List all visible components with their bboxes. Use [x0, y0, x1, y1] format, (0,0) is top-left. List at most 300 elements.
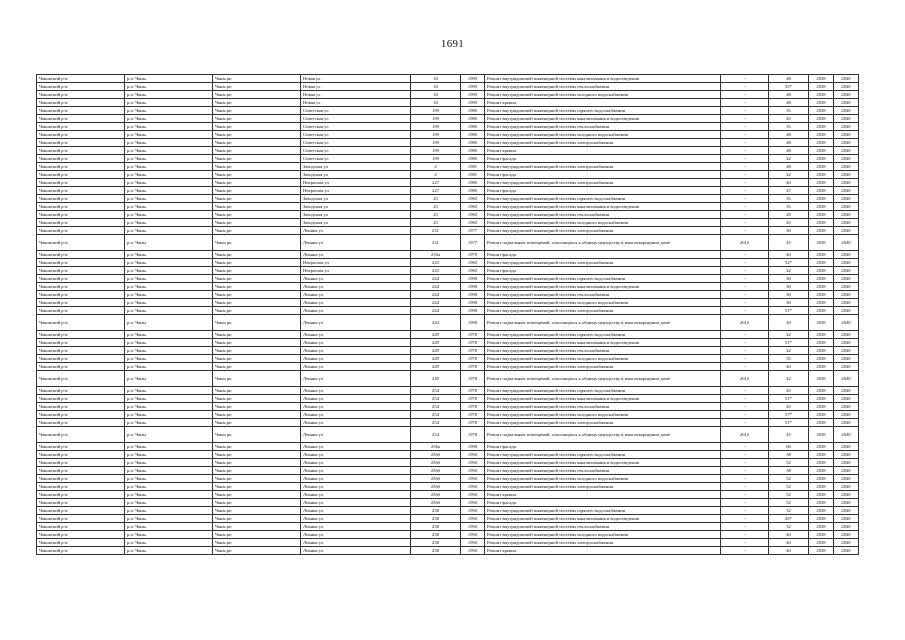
cell-build-year: 1992 [461, 491, 485, 499]
cell-build-year: 1978 [461, 331, 485, 339]
cell-last-repair-year: - [721, 195, 769, 203]
cell-build-year: 1992 [461, 459, 485, 467]
cell-district: Чановский р-н [37, 187, 125, 195]
table-row [37, 131, 859, 139]
cell-settlement: р.п. Чаны [125, 275, 213, 283]
cell-build-year: 1985 [461, 147, 485, 155]
cell-district: Чановский р-н [37, 211, 125, 219]
cell-street: Ленина ул [301, 387, 411, 395]
cell-settlement: р.п. Чаны [125, 203, 213, 211]
cell-street: Ленина ул [301, 347, 411, 355]
cell-house-number: 18 [411, 99, 461, 107]
cell-district: Чановский р-н [37, 539, 125, 547]
cell-last-repair-year: - [721, 483, 769, 491]
cell-last-repair-year: - [721, 283, 769, 291]
cell-locality: Чаны рп [213, 267, 301, 275]
cell-work-type: Ремонт внутридомовой инженерной системы электроснабжения [485, 539, 721, 547]
table-row [37, 155, 859, 163]
cell-street: Ленина ул [301, 227, 411, 235]
cell-wear-percent: 40 [769, 251, 809, 259]
table-row [37, 475, 859, 483]
cell-period-start: 2038 [809, 371, 834, 387]
cell-house-number: 231 [411, 227, 461, 235]
cell-build-year: 1992 [461, 539, 485, 547]
cell-street: Ленина ул [301, 331, 411, 339]
cell-settlement: р.п. Чаны [125, 539, 213, 547]
cell-period-start: 2038 [809, 131, 834, 139]
cell-street: Ленина ул [301, 403, 411, 411]
cell-build-year: 1982 [461, 195, 485, 203]
cell-settlement: р.п. Чаны [125, 443, 213, 451]
cell-locality: Чаны рп [213, 179, 301, 187]
cell-district: Чановский р-н [37, 155, 125, 163]
table-row [37, 107, 859, 115]
cell-build-year: 1977 [461, 227, 485, 235]
cell-wear-percent: 52 [769, 459, 809, 467]
cell-locality: Чаны рп [213, 499, 301, 507]
cell-last-repair-year: 2012 [721, 235, 769, 251]
cell-house-number: 258 [411, 515, 461, 523]
cell-period-start: 2038 [809, 251, 834, 259]
cell-settlement: р.п. Чаны [125, 547, 213, 555]
table-row [37, 195, 859, 203]
cell-street: Ленина ул [301, 499, 411, 507]
capital-repair-table [36, 74, 859, 555]
cell-street: Ленина ул [301, 483, 411, 491]
cell-period-start: 2038 [809, 259, 834, 267]
table-row [37, 275, 859, 283]
cell-period-start: 2038 [809, 459, 834, 467]
cell-period-start: 2038 [809, 235, 834, 251]
cell-period-end: 2040 [834, 251, 859, 259]
cell-last-repair-year: - [721, 451, 769, 459]
cell-house-number: 199 [411, 147, 461, 155]
table-row [37, 491, 859, 499]
cell-last-repair-year: - [721, 275, 769, 283]
cell-street: Некрасова ул [301, 187, 411, 195]
cell-locality: Чаны рп [213, 131, 301, 139]
cell-period-start: 2038 [809, 451, 834, 459]
cell-period-start: 2038 [809, 115, 834, 123]
cell-build-year: 1978 [461, 347, 485, 355]
cell-street: Ленина ул [301, 443, 411, 451]
cell-house-number: 254 [411, 387, 461, 395]
cell-street: Ленина ул [301, 339, 411, 347]
cell-period-end: 2040 [834, 515, 859, 523]
cell-wear-percent: 45 [769, 115, 809, 123]
cell-street: Ленина ул [301, 515, 411, 523]
cell-locality: Чаны рп [213, 483, 301, 491]
cell-work-type: Ремонт крыши [485, 99, 721, 107]
cell-period-start: 2038 [809, 363, 834, 371]
cell-settlement: р.п. Чаны [125, 211, 213, 219]
cell-build-year: 1982 [461, 267, 485, 275]
cell-period-end: 2040 [834, 395, 859, 403]
cell-street: Ленина ул [301, 395, 411, 403]
cell-house-number: 199 [411, 139, 461, 147]
cell-period-end: 2040 [834, 339, 859, 347]
cell-wear-percent: 35 [769, 123, 809, 131]
cell-settlement: р.п. Чаны [125, 467, 213, 475]
cell-wear-percent: 51* [769, 339, 809, 347]
cell-build-year: 1995 [461, 99, 485, 107]
cell-district: Чановский р-н [37, 163, 125, 171]
cell-street: Советская ул [301, 147, 411, 155]
cell-build-year: 1978 [461, 339, 485, 347]
cell-house-number: 199 [411, 107, 461, 115]
cell-locality: Чаны рп [213, 411, 301, 419]
table-row [37, 483, 859, 491]
cell-work-type: Ремонт внутридомовой инженерной системы теплоснабжения [485, 523, 721, 531]
cell-street: Заводская ул [301, 171, 411, 179]
cell-house-number: 256б [411, 475, 461, 483]
table-row [37, 387, 859, 395]
cell-district: Чановский р-н [37, 491, 125, 499]
cell-locality: Чаны рп [213, 139, 301, 147]
cell-house-number: 249 [411, 331, 461, 339]
cell-locality: Чаны рп [213, 443, 301, 451]
cell-street: Ленина ул [301, 363, 411, 371]
cell-period-end: 2040 [834, 91, 859, 99]
cell-house-number: 249 [411, 371, 461, 387]
cell-build-year: 1985 [461, 107, 485, 115]
cell-build-year: 1982 [461, 219, 485, 227]
cell-period-end: 2040 [834, 499, 859, 507]
cell-period-start: 2038 [809, 307, 834, 315]
cell-wear-percent: 45 [769, 219, 809, 227]
cell-work-type: Ремонт внутридомовой инженерной системы электроснабжения [485, 139, 721, 147]
cell-build-year: 1992 [461, 507, 485, 515]
cell-locality: Чаны рп [213, 451, 301, 459]
cell-period-end: 2040 [834, 331, 859, 339]
cell-district: Чановский р-н [37, 331, 125, 339]
cell-district: Чановский р-н [37, 299, 125, 307]
cell-period-end: 2040 [834, 259, 859, 267]
cell-settlement: р.п. Чаны [125, 411, 213, 419]
cell-build-year: 1985 [461, 187, 485, 195]
cell-settlement: р.п. Чаны [125, 491, 213, 499]
cell-period-end: 2040 [834, 107, 859, 115]
cell-last-repair-year: - [721, 131, 769, 139]
cell-street: Заводская ул [301, 163, 411, 171]
cell-period-end: 2040 [834, 443, 859, 451]
cell-locality: Чаны рп [213, 547, 301, 555]
cell-district: Чановский р-н [37, 547, 125, 555]
cell-district: Чановский р-н [37, 483, 125, 491]
cell-work-type: Ремонт внутридомовой инженерной системы теплоснабжения [485, 347, 721, 355]
cell-settlement: р.п. Чаны [125, 427, 213, 443]
cell-build-year: 1992 [461, 467, 485, 475]
table-row [37, 259, 859, 267]
cell-street: Ленина ул [301, 547, 411, 555]
cell-locality: Чаны рп [213, 523, 301, 531]
cell-settlement: р.п. Чаны [125, 483, 213, 491]
cell-wear-percent: 30 [769, 299, 809, 307]
cell-street: Советская ул [301, 155, 411, 163]
cell-street: Ленина ул [301, 355, 411, 363]
cell-locality: Чаны рп [213, 491, 301, 499]
cell-period-end: 2040 [834, 211, 859, 219]
table-row [37, 395, 859, 403]
cell-period-start: 2038 [809, 331, 834, 339]
cell-last-repair-year: - [721, 211, 769, 219]
cell-locality: Чаны рп [213, 363, 301, 371]
cell-district: Чановский р-н [37, 387, 125, 395]
cell-build-year: 1979 [461, 251, 485, 259]
table-row [37, 515, 859, 523]
cell-work-type: Ремонт внутридомовой инженерной системы горячего водоснабжения [485, 195, 721, 203]
cell-work-type: Ремонт внутридомовой инженерной системы холодного водоснабжения [485, 299, 721, 307]
table-row [37, 523, 859, 531]
cell-wear-percent: 32 [769, 523, 809, 531]
cell-period-start: 2038 [809, 179, 834, 187]
cell-build-year: 1981 [461, 163, 485, 171]
cell-work-type: Ремонт фасада [485, 267, 721, 275]
table-row [37, 451, 859, 459]
table-row [37, 299, 859, 307]
table-row [37, 147, 859, 155]
cell-last-repair-year: - [721, 459, 769, 467]
cell-district: Чановский р-н [37, 475, 125, 483]
cell-period-end: 2040 [834, 83, 859, 91]
cell-wear-percent: 40 [769, 547, 809, 555]
cell-settlement: р.п. Чаны [125, 499, 213, 507]
table-row [37, 411, 859, 419]
cell-period-end: 2040 [834, 459, 859, 467]
cell-settlement: р.п. Чаны [125, 531, 213, 539]
cell-build-year: 1992 [461, 475, 485, 483]
cell-period-end: 2040 [834, 147, 859, 155]
cell-period-end: 2040 [834, 171, 859, 179]
cell-last-repair-year: - [721, 155, 769, 163]
cell-district: Чановский р-н [37, 355, 125, 363]
cell-street: Ленина ул [301, 475, 411, 483]
cell-build-year: 1985 [461, 155, 485, 163]
cell-wear-percent: 38 [769, 451, 809, 459]
cell-build-year: 1978 [461, 403, 485, 411]
cell-district: Чановский р-н [37, 275, 125, 283]
cell-last-repair-year: - [721, 75, 769, 83]
cell-wear-percent: 52 [769, 491, 809, 499]
cell-wear-percent: 38 [769, 467, 809, 475]
cell-house-number: 249 [411, 363, 461, 371]
cell-period-end: 2040 [834, 187, 859, 195]
cell-period-start: 2038 [809, 283, 834, 291]
cell-period-end: 2040 [834, 131, 859, 139]
cell-settlement: р.п. Чаны [125, 195, 213, 203]
cell-street: Советская ул [301, 107, 411, 115]
table-row [37, 331, 859, 339]
cell-house-number: 227 [411, 187, 461, 195]
cell-last-repair-year: - [721, 387, 769, 395]
cell-locality: Чаны рп [213, 339, 301, 347]
cell-period-start: 2038 [809, 347, 834, 355]
cell-wear-percent: 48 [769, 131, 809, 139]
cell-period-end: 2040 [834, 539, 859, 547]
cell-period-start: 2038 [809, 515, 834, 523]
table-row [37, 467, 859, 475]
cell-last-repair-year: - [721, 107, 769, 115]
cell-street: Ленина ул [301, 507, 411, 515]
cell-period-start: 2038 [809, 203, 834, 211]
cell-last-repair-year: - [721, 163, 769, 171]
cell-last-repair-year: - [721, 251, 769, 259]
cell-period-end: 2040 [834, 163, 859, 171]
cell-locality: Чаны рп [213, 147, 301, 155]
cell-period-start: 2038 [809, 99, 834, 107]
cell-period-start: 2038 [809, 211, 834, 219]
cell-period-start: 2038 [809, 395, 834, 403]
cell-district: Чановский р-н [37, 123, 125, 131]
table-row [37, 547, 859, 555]
cell-house-number: 18 [411, 75, 461, 83]
cell-last-repair-year: - [721, 443, 769, 451]
cell-last-repair-year: - [721, 475, 769, 483]
cell-last-repair-year: - [721, 339, 769, 347]
cell-build-year: 1995 [461, 91, 485, 99]
cell-wear-percent: 42 [769, 155, 809, 163]
cell-locality: Чаны рп [213, 395, 301, 403]
cell-locality: Чаны рп [213, 107, 301, 115]
cell-house-number: 199 [411, 115, 461, 123]
cell-settlement: р.п. Чаны [125, 403, 213, 411]
cell-house-number: 256б [411, 483, 461, 491]
cell-settlement: р.п. Чаны [125, 523, 213, 531]
cell-work-type: Ремонт подвальных помещений, относящихся к общему имуществу в многоквартирном доме [485, 235, 721, 251]
cell-house-number: 249 [411, 355, 461, 363]
table-row [37, 443, 859, 451]
cell-locality: Чаны рп [213, 427, 301, 443]
cell-period-end: 2040 [834, 315, 859, 331]
table-row [37, 179, 859, 187]
cell-period-start: 2038 [809, 531, 834, 539]
cell-period-end: 2040 [834, 475, 859, 483]
cell-wear-percent: 40 [769, 363, 809, 371]
cell-work-type: Ремонт фасада [485, 171, 721, 179]
cell-street: Ленина ул [301, 467, 411, 475]
cell-house-number: 243 [411, 259, 461, 267]
cell-period-end: 2040 [834, 355, 859, 363]
cell-settlement: р.п. Чаны [125, 123, 213, 131]
cell-period-end: 2040 [834, 283, 859, 291]
cell-house-number: 254 [411, 427, 461, 443]
cell-period-start: 2038 [809, 467, 834, 475]
cell-build-year: 1992 [461, 547, 485, 555]
cell-work-type: Ремонт внутридомовой инженерной системы канализования и водоотведения [485, 339, 721, 347]
cell-locality: Чаны рп [213, 275, 301, 283]
cell-settlement: р.п. Чаны [125, 115, 213, 123]
cell-house-number: 249 [411, 339, 461, 347]
cell-locality: Чаны рп [213, 155, 301, 163]
cell-locality: Чаны рп [213, 83, 301, 91]
cell-period-start: 2038 [809, 147, 834, 155]
cell-wear-percent: 45 [769, 403, 809, 411]
table-row [37, 187, 859, 195]
cell-house-number: 254 [411, 419, 461, 427]
cell-period-end: 2040 [834, 291, 859, 299]
cell-last-repair-year: - [721, 515, 769, 523]
cell-wear-percent: 47 [769, 187, 809, 195]
cell-wear-percent: 42 [769, 267, 809, 275]
cell-settlement: р.п. Чаны [125, 227, 213, 235]
cell-street: Ленина ул [301, 275, 411, 283]
cell-period-end: 2040 [834, 299, 859, 307]
cell-settlement: р.п. Чаны [125, 515, 213, 523]
table-row [37, 219, 859, 227]
cell-house-number: 258 [411, 507, 461, 515]
table-row [37, 531, 859, 539]
cell-district: Чановский р-н [37, 83, 125, 91]
cell-last-repair-year: - [721, 531, 769, 539]
cell-district: Чановский р-н [37, 259, 125, 267]
cell-district: Чановский р-н [37, 251, 125, 259]
cell-work-type: Ремонт внутридомовой инженерной системы теплоснабжения [485, 467, 721, 475]
table-row [37, 539, 859, 547]
cell-house-number: 249 [411, 347, 461, 355]
table-row [37, 211, 859, 219]
cell-last-repair-year: - [721, 403, 769, 411]
cell-last-repair-year: - [721, 171, 769, 179]
cell-house-number: 254 [411, 411, 461, 419]
cell-street: Заводская ул [301, 203, 411, 211]
cell-district: Чановский р-н [37, 531, 125, 539]
cell-district: Чановский р-н [37, 307, 125, 315]
table-row [37, 363, 859, 371]
cell-wear-percent: 30 [769, 227, 809, 235]
cell-locality: Чаны рп [213, 459, 301, 467]
cell-locality: Чаны рп [213, 251, 301, 259]
cell-work-type: Ремонт крыши [485, 491, 721, 499]
cell-last-repair-year: - [721, 267, 769, 275]
cell-locality: Чаны рп [213, 99, 301, 107]
table-row [37, 403, 859, 411]
cell-period-end: 2040 [834, 219, 859, 227]
cell-build-year: 1992 [461, 523, 485, 531]
cell-work-type: Ремонт внутридомовой инженерной системы теплоснабжения [485, 83, 721, 91]
cell-wear-percent: 55 [769, 355, 809, 363]
cell-district: Чановский р-н [37, 75, 125, 83]
cell-district: Чановский р-н [37, 467, 125, 475]
cell-period-start: 2038 [809, 419, 834, 427]
cell-period-end: 2040 [834, 371, 859, 387]
cell-build-year: 1978 [461, 387, 485, 395]
cell-period-start: 2038 [809, 91, 834, 99]
cell-work-type: Ремонт внутридомовой инженерной системы электроснабжения [485, 307, 721, 315]
cell-house-number: 258 [411, 531, 461, 539]
cell-house-number: 23 [411, 219, 461, 227]
cell-work-type: Ремонт фасада [485, 499, 721, 507]
cell-street: Ленина ул [301, 235, 411, 251]
cell-house-number: 233а [411, 251, 461, 259]
cell-settlement: р.п. Чаны [125, 251, 213, 259]
cell-period-end: 2040 [834, 267, 859, 275]
cell-locality: Чаны рп [213, 403, 301, 411]
cell-locality: Чаны рп [213, 291, 301, 299]
cell-locality: Чаны рп [213, 91, 301, 99]
cell-period-end: 2040 [834, 547, 859, 555]
cell-settlement: р.п. Чаны [125, 459, 213, 467]
cell-work-type: Ремонт подвальных помещений, относящихся к общему имуществу в многоквартирном доме [485, 427, 721, 443]
cell-street: Новая ул [301, 91, 411, 99]
cell-settlement: р.п. Чаны [125, 419, 213, 427]
cell-district: Чановский р-н [37, 171, 125, 179]
cell-settlement: р.п. Чаны [125, 91, 213, 99]
cell-work-type: Ремонт внутридомовой инженерной системы холодного водоснабжения [485, 91, 721, 99]
table-row [37, 227, 859, 235]
cell-district: Чановский р-н [37, 419, 125, 427]
cell-street: Советская ул [301, 123, 411, 131]
cell-locality: Чаны рп [213, 123, 301, 131]
